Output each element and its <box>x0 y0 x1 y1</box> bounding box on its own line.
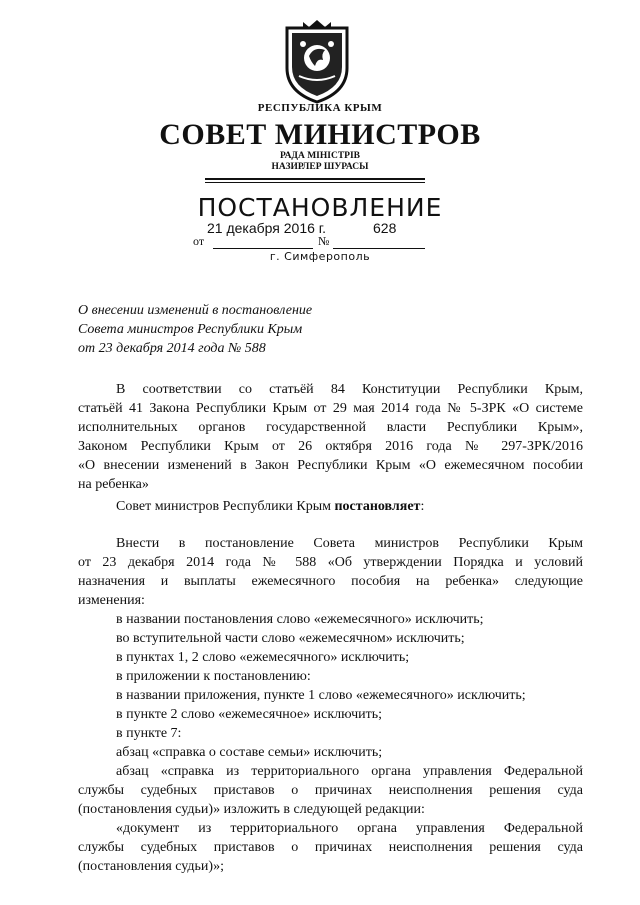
quote-line: (постановления судьи)»; <box>78 859 224 874</box>
resolves-colon: : <box>420 499 425 514</box>
amendment-item: в названии приложения, пункте 1 слово «ежемесячного» исключить; <box>116 688 526 703</box>
number-label: № <box>318 234 330 248</box>
decree-date-number-line <box>193 220 433 252</box>
amendment-item: в пункте 7: <box>116 726 182 741</box>
decree-subject <box>78 301 312 358</box>
subject-line: Совета министров Республики Крым <box>78 322 303 337</box>
resolves-keyword: постановляет <box>334 499 421 514</box>
city-name: г. Симферополь <box>269 250 371 263</box>
preamble-line: В соответствии со статьёй 84 Конституции Республики Крым, <box>116 382 583 397</box>
subject-line: О внесении изменений в постановление <box>78 303 313 318</box>
document-type-title: ПОСТАНОВЛЕНИЕ <box>197 193 443 222</box>
amendments-section <box>78 534 583 876</box>
date-underline <box>213 248 313 249</box>
resolves-prefix: Совет министров Республики Крым <box>116 499 335 514</box>
preamble-line: исполнительных органов государственной власти Республики Крым», <box>78 420 583 435</box>
preamble-line: «О внесении изменений в Закон Республики Крым «О ежемесячном пособии <box>78 458 583 473</box>
header-divider <box>205 178 425 180</box>
preamble-line: на ребенка» <box>78 477 149 492</box>
intro-line: от 23 декабря 2014 года № 588 «Об утверждении Порядка и условий <box>78 555 583 570</box>
council-name-ukrainian: РАДА МІНІСТРІВ <box>279 151 360 161</box>
quote-line: службы судебных приставов о причинах неисполнения решения суда <box>78 840 583 855</box>
subject-line: от 23 декабря 2014 года № 588 <box>78 341 266 356</box>
decree-number: 628 <box>373 220 397 236</box>
preamble-line: статьёй 41 Закона Республики Крым от 29 мая 2014 года № 5-ЗРК «О системе <box>78 401 583 416</box>
quote-line: «документ из территориального органа управления Федеральной <box>116 821 583 836</box>
intro-line: назначения и выплаты ежемесячного пособия на ребенка» следующие <box>78 574 583 589</box>
amendment-item: в пунктах 1, 2 слово «ежемесячного» исключить; <box>116 650 410 665</box>
abzac-line: службы судебных приставов о причинах неисполнения решения суда <box>78 783 583 798</box>
preamble-paragraph <box>78 380 583 494</box>
crimea-coat-of-arms-emblem <box>281 18 353 104</box>
amendment-item: в названии постановления слово «ежемесячного» исключить; <box>116 612 484 627</box>
intro-line: изменения: <box>78 593 145 608</box>
header-divider-thin <box>205 182 425 183</box>
council-name: СОВЕТ МИНИСТРОВ <box>159 118 481 151</box>
amendment-item: в приложении к постановлению: <box>116 669 311 684</box>
republic-name: РЕСПУБЛИКА КРЫМ <box>257 102 383 114</box>
preamble-line: Законом Республики Крым от 26 октября 2016 года № 297-ЗРК/2016 <box>78 439 583 454</box>
amendment-item: в пункте 2 слово «ежемесячное» исключить; <box>116 707 383 722</box>
amendment-item: абзац «справка о составе семьи» исключить; <box>116 745 383 760</box>
from-label: от <box>193 234 205 248</box>
decree-date: 21 декабря 2016 г. <box>207 220 327 236</box>
abzac-line: абзац «справка из территориального органа управления Федеральной <box>116 764 583 779</box>
amendment-item: во вступительной части слово «ежемесячном» исключить; <box>116 631 465 646</box>
intro-line: Внести в постановление Совета министров Республики Крым <box>116 536 583 551</box>
council-name-crimean-tatar: НАЗИРЛЕР ШУРАСЫ <box>271 162 369 172</box>
number-underline <box>333 248 425 249</box>
resolves-paragraph <box>78 497 583 516</box>
abzac-line: (постановления судьи)» изложить в следующей редакции: <box>78 802 425 817</box>
